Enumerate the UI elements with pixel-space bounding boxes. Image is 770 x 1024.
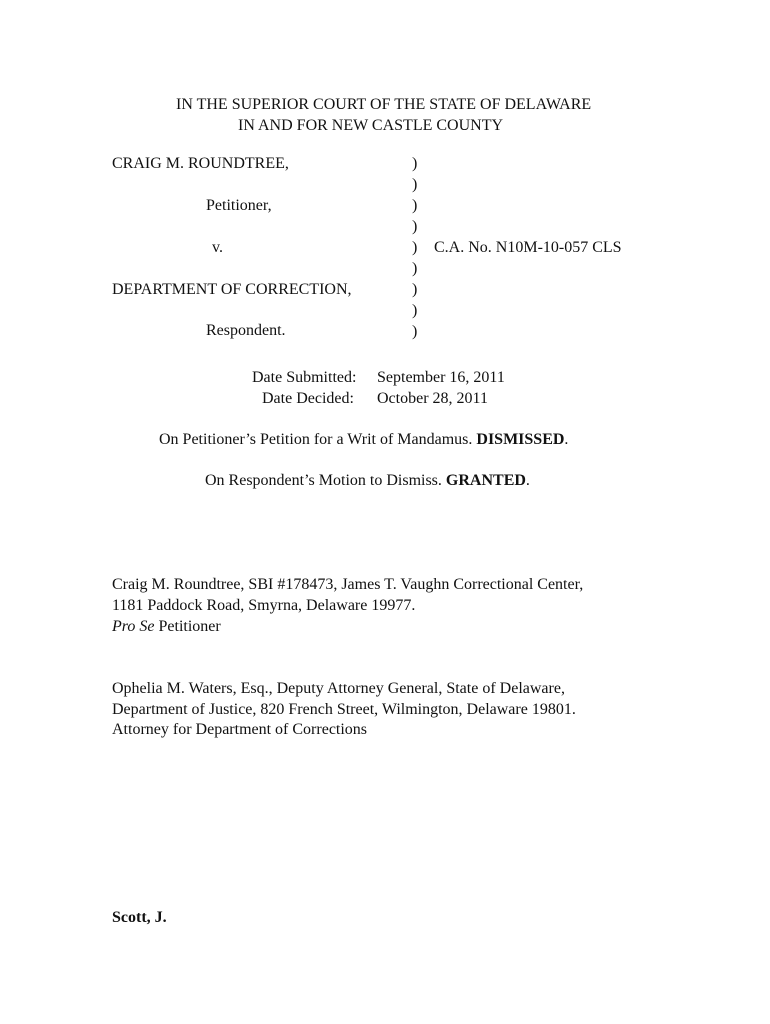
date-submitted-label: Date Submitted: bbox=[252, 369, 357, 386]
respondent-role: Respondent. bbox=[206, 322, 286, 339]
petition-ruling-period: . bbox=[564, 431, 569, 448]
court-title-line-1: IN THE SUPERIOR COURT OF THE STATE OF DELAWARE bbox=[176, 96, 592, 113]
respondent-counsel-line-3: Attorney for Department of Corrections bbox=[112, 721, 368, 738]
respondent-name: DEPARTMENT OF CORRECTION, bbox=[112, 281, 352, 298]
pro-se-label: Pro Se bbox=[112, 618, 155, 635]
caption-paren: ) bbox=[412, 197, 418, 214]
petitioner-address-line-2: 1181 Paddock Road, Smyrna, Delaware 19977. bbox=[112, 597, 416, 614]
respondent-counsel-line-1: Ophelia M. Waters, Esq., Deputy Attorney General, State of Delaware, bbox=[112, 680, 565, 697]
petitioner-designation bbox=[112, 617, 221, 637]
caption-paren: ) bbox=[412, 302, 418, 319]
motion-ruling-result: GRANTED bbox=[445, 472, 526, 489]
caption-paren: ) bbox=[412, 260, 418, 277]
versus: v. bbox=[212, 239, 223, 256]
motion-ruling-period: . bbox=[525, 472, 530, 489]
caption-paren: ) bbox=[412, 323, 418, 340]
petitioner-role: Petitioner, bbox=[206, 197, 272, 214]
petition-ruling bbox=[159, 430, 568, 450]
caption-paren: ) bbox=[412, 239, 418, 256]
caption-paren: ) bbox=[412, 155, 418, 172]
respondent-counsel-line-2: Department of Justice, 820 French Street, Wilmington, Delaware 19801. bbox=[112, 701, 576, 718]
motion-ruling-text: On Respondent’s Motion to Dismiss. bbox=[205, 472, 442, 489]
case-number: C.A. No. N10M-10-057 CLS bbox=[434, 239, 622, 256]
petitioner-name: CRAIG M. ROUNDTREE, bbox=[112, 155, 289, 172]
petitioner-address-line-1: Craig M. Roundtree, SBI #178473, James T. Vaughn Correctional Center, bbox=[112, 576, 584, 593]
caption-paren: ) bbox=[412, 218, 418, 235]
judge-name: Scott, J. bbox=[112, 909, 167, 926]
caption-parentheses bbox=[412, 154, 424, 343]
petition-ruling-text: On Petitioner’s Petition for a Writ of Mandamus. bbox=[159, 431, 473, 448]
date-decided-value: October 28, 2011 bbox=[377, 390, 488, 407]
date-decided-label: Date Decided: bbox=[262, 390, 354, 407]
caption-paren: ) bbox=[412, 176, 418, 193]
date-submitted-value: September 16, 2011 bbox=[377, 369, 505, 386]
court-title-line-2: IN AND FOR NEW CASTLE COUNTY bbox=[238, 117, 504, 134]
petition-ruling-result: DISMISSED bbox=[476, 431, 565, 448]
motion-ruling bbox=[205, 471, 530, 491]
caption-paren: ) bbox=[412, 281, 418, 298]
petitioner-designation-role: Petitioner bbox=[158, 618, 221, 635]
